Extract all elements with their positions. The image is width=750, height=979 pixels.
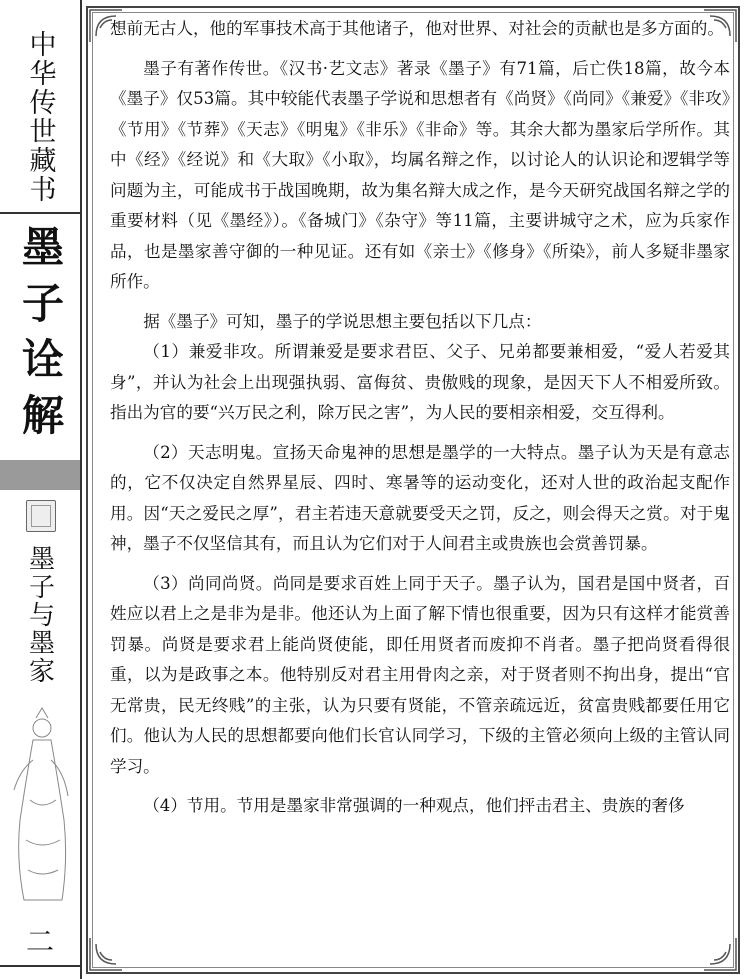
sidebar-rule-top — [0, 212, 80, 214]
paragraph: （4）节用。节用是墨家非常强调的一种观点，他们抨击君主、贵族的奢侈 — [143, 796, 685, 815]
sidebar-divider — [80, 0, 82, 979]
paragraph: 想前无古人，他的军事技术高于其他诸子，他对世界、对社会的贡献也是多方面的。 — [110, 19, 724, 38]
series-title: 中华传世藏书 — [24, 30, 56, 204]
sidebar-rule-bottom — [0, 965, 80, 967]
paragraph: 据《墨子》可知，墨子的学说思想主要包括以下几点： — [143, 311, 542, 331]
paragraph: （2）天志明鬼。宣扬天命鬼神的思想是墨学的一大特点。墨子认为天是有意志的，它不仅决定自然界星辰、四时、寒暑等的运动变化，还对人世的政治起支配作用。因“天之爱民之厚”，君主若违天意就要受天之罚，反之，则会得天之赏。对于鬼神，墨子不仅坚信其有，而且认为它们对于人间君主或贵族也会赏善罚暴。 — [110, 442, 730, 553]
paragraph: 墨子有著作传世。《汉书·艺文志》著录《墨子》有71篇，后亡佚18篇，故今本《墨子》仅53篇。其中较能代表墨子学说和思想者有《尚贤》《尚同》《兼爱》《非攻》《节用》《节葬》《天志》《明鬼》《非乐》《非命》等。其余大都为墨家后学所作。其中《经》《经说》和《大取》《小取》，均属名辩之作，以讨论人的认识论和逻辑学等问题为主，可能成书于战国晚期，故为集名辩大成之作，是今天研究战国名辩之学的重要材料（见《墨经》）。《备城门》《杂守》等11篇，主要讲城守之术，应为兵家作品，也是墨家善守御的一种见证。还有如《亲士》《修身》《所染》，前人多疑非墨家所作。 — [110, 58, 730, 291]
sidebar-gray-band — [0, 460, 80, 490]
seal-icon — [26, 500, 56, 532]
paragraph: （1）兼爱非攻。所谓兼爱是要求君臣、父子、兄弟都要兼相爱，“爱人若爱其身”，并认为社会上出现强执弱、富侮贫、贵傲贱的现象，是因天下人不相爱所致。指出为官的要“兴万民之利，除万民之害”，为人民的要相亲相爱，交互得利。 — [110, 342, 730, 422]
body-text — [110, 14, 730, 822]
paragraph: （3）尚同尚贤。尚同是要求百姓上同于天子。墨子认为，国君是国中贤者，百姓应以君上之是非为是非。他还认为上面了解下情也很重要，因为只有这样才能赏善罚暴。尚贤是要求君上能尚贤使能，即任用贤者而废抑不肖者。墨子把尚贤看得很重，以为是政事之本。他特别反对君主用骨肉之亲，对于贤者则不拘出身，提出“官无常贵，民无终贱”的主张，认为只要有贤能，不管亲疏远近，贫富贵贱都要任用它们。他认为人民的思想都要向他们长官认同学习，下级的主管必须向上级的主管认同学习。 — [110, 573, 730, 776]
chapter-title: 墨子与墨家 — [24, 545, 55, 685]
page-number: 二 — [25, 925, 54, 958]
corner-ornament-icon — [86, 934, 126, 974]
scholar-figure-icon — [6, 700, 78, 910]
book-title: 墨子诠解 — [16, 225, 65, 449]
corner-ornament-icon — [700, 934, 740, 974]
